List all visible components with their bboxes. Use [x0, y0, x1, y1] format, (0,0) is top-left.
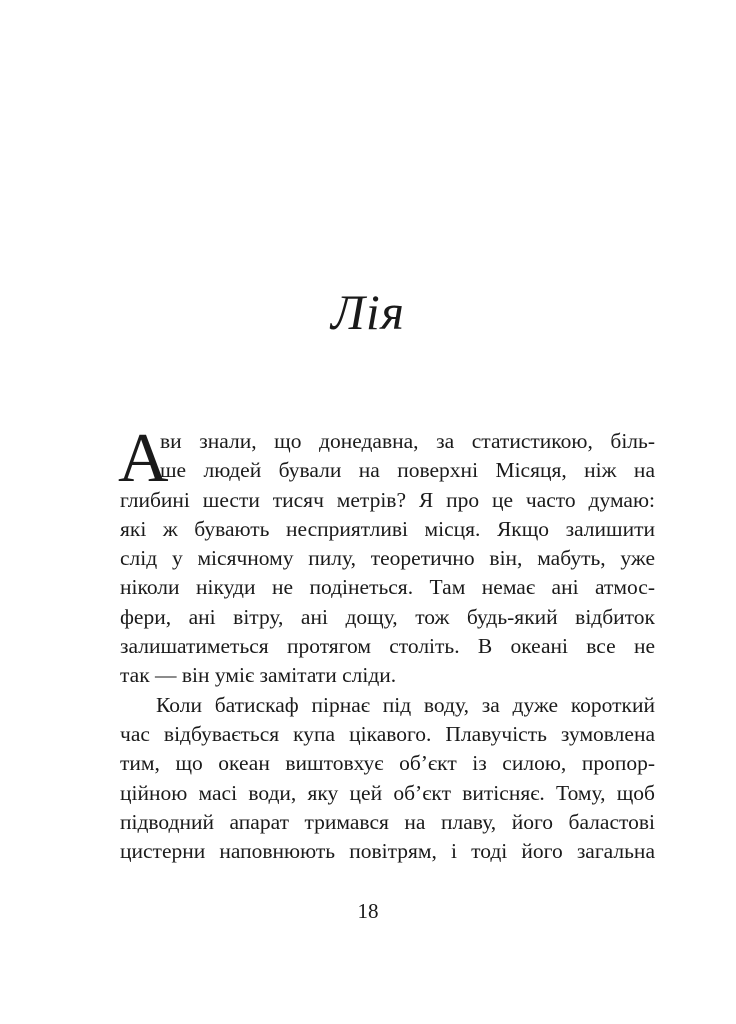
text-line: так — він уміє замітати сліди. [120, 663, 397, 688]
body-text [118, 420, 655, 866]
text-line: глибині шести тисяч метрів? Я про це часто думаю: [120, 487, 655, 512]
text-line: слід у місячному пилу, теоретично він, мабуть, уже [120, 546, 655, 571]
text-line: які ж бувають несприятливі місця. Якщо залишити [120, 516, 655, 541]
text-line: ніколи нікуди не подінеться. Там немає ані атмос- [120, 575, 655, 600]
text-line: фери, ані вітру, ані дощу, тож будь-який відбиток [120, 604, 655, 629]
text-line: ви знали, що донедавна, за статистикою, біль- [160, 429, 655, 453]
text-line: час відбувається купа цікавого. Плавучість зумовлена [120, 721, 655, 746]
text-line: ційною масі води, яку цей об’єкт витісняє. Тому, щоб [120, 780, 655, 805]
drop-cap: А [118, 420, 169, 497]
text-line: ше людей бували на поверхні Місяця, ніж на [160, 458, 655, 483]
text-line: цистерни наповнюють повітрям, і тоді його загальна [120, 839, 655, 864]
text-line: тим, що океан виштовхує об’єкт із силою, пропор- [120, 751, 655, 776]
text-line: підводний апарат тримався на плаву, його баластові [120, 809, 655, 834]
chapter-title: Лія [331, 284, 405, 340]
text-line: залишатиметься протягом століть. В океані все не [120, 634, 655, 659]
page-number: 18 [357, 899, 379, 923]
text-line: Коли батискаф пірнає під воду, за дуже короткий [156, 692, 655, 717]
